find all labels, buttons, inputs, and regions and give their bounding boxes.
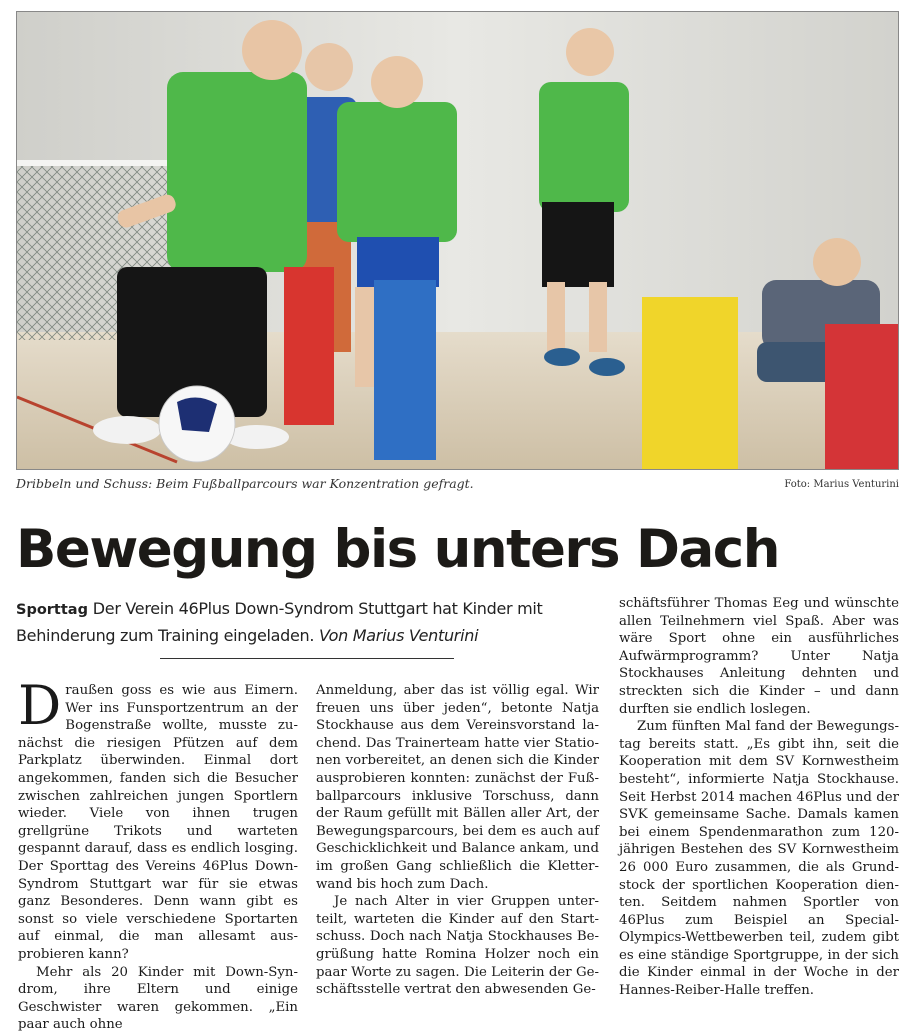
author-byline: Von Marius Venturini [314,626,479,645]
photo-credit: Foto: Marius Venturini [784,479,899,490]
paragraph: Je nach Alter in vier Gruppen unterteilt, warteten die Kinder auf den Startschuss. Doch nach Natja Stockhauses Begrüßung hatte Romina Holzer noch ein paar Worte zu sagen. Die Leiterin der Geschäftsstelle vertrat den abwesenden Ge- [316,894,599,998]
paragraph: schäftsführer Thomas Eeg und wünschte allen Teilnehmern viel Spaß. Aber was wäre Sport ohne ein ausführliches Aufwärmprogramm? Unter Natja Stockhauses Anleitung dehnten und streckten sich die Kinder – und dann durften sie endlich loslegen. [619,596,899,717]
kicker: Sporttag [16,602,88,618]
article-photo [16,11,899,470]
paragraph: Zum fünften Mal fand der Bewegungstag bereits statt. „Es gibt ihn, seit die Kooperation mit dem SV Kornwestheim besteht“, informierte Natja Stockhause. Seit Herbst 2014 machen 46Plus und der SVK gemeinsame Sache. Damals kamen bei einem Spendenmarathon zum 120-jährigen Bestehen des SV Kornwestheim 26 000 Euro zusammen, die als Grundstock der sportlichen Kooperation dienten. Seitdem nahmen Sportler von 46Plus zum Beispiel an Special-Olympics-Wettbewerben teil, zudem gibt es eine ständige Sportgruppe, in der sich die Kinder einmal in der Woche in der Hannes-Reiber-Halle treffen. [619,719,899,999]
intro-text: Der Verein 46Plus Down-Syndrom Stuttgart hat Kinder mit Behinderung zum Training eingeladen. [16,599,543,645]
article-column-2 [316,682,599,999]
intro-paragraph [16,596,611,648]
paragraph [18,674,298,964]
paragraph-text: raußen goss es wie aus Eimern. Wer ins Funsportzentrum an der Bogenstraße wollte, musste zunächst die riesigen Pfützen auf dem Parkplatz überwinden. Einmal dort angekommen, fanden sich die Besucher zwischen zahlreichen jungen Sportlern wieder. Viele von ihnen trugen grellgrüne Trikots und warteten gespannt darauf, dass es endlich losging. Der Sporttag des Vereins 46Plus Down-Syndrom Stuttgart war für sie etwas ganz Besonderes. Denn wann gibt es sonst so viele verschiedene Sportarten auf einmal, die man allesamt ausprobieren kann? [18,683,298,962]
paragraph: Anmeldung, aber das ist völlig egal. Wir freuen uns über jeden“, betonte Natja Stockhause aus dem Vereinsvorstand lachend. Das Trainerteam hatte vier Stationen vorbereitet, an denen sich die Kinder ausprobieren konnten: zunächst der Fußballparcours inklusive Torschuss, dann der Raum gefüllt mit Bällen aller Art, der Bewegungsparcours, bei dem es auch auf Geschicklichkeit und Balance ankam, und im großen Gang schließlich die Kletterwand bis hoch zum Dach. [316,683,599,892]
drop-cap: D [18,674,62,737]
photo-caption: Dribbeln und Schuss: Beim Fußballparcours war Konzentration gefragt. [16,476,474,491]
article-column-1 [18,674,298,1034]
divider-rule [160,658,454,659]
paragraph: Mehr als 20 Kinder mit Down-Syndrom, ihre Eltern und einige Geschwister waren gekommen. „Ein paar auch ohne [18,964,298,1033]
article-column-3 [619,595,899,1000]
headline: Bewegung bis unters Dach [16,519,779,580]
